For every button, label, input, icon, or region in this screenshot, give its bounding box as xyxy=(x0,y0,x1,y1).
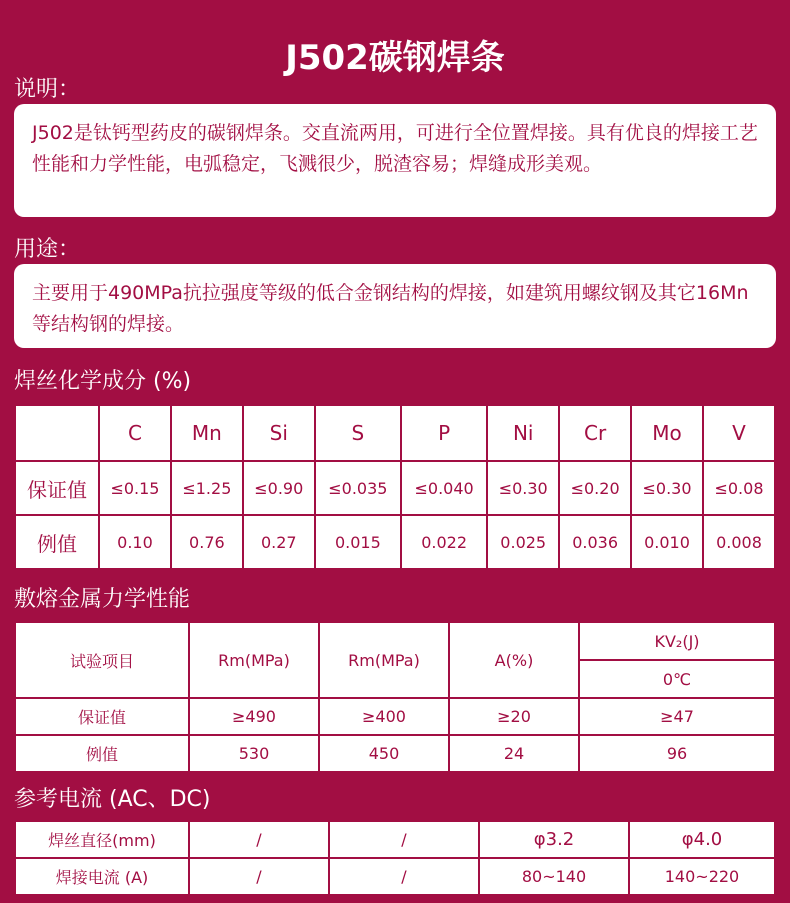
table-cell: ≥20 xyxy=(449,698,579,735)
table-cell: 0.025 xyxy=(487,515,559,569)
table-cell: 0.036 xyxy=(559,515,631,569)
element-header: S xyxy=(315,405,401,461)
table-cell: 0.10 xyxy=(99,515,171,569)
row-label: 保证值 xyxy=(15,698,189,735)
mechanical-header-row xyxy=(15,622,775,660)
chemical-corner-cell xyxy=(15,405,99,461)
header-elongation: A(%) xyxy=(449,622,579,698)
mechanical-label: 敷熔金属力学性能 xyxy=(14,587,191,612)
table-cell: ≤1.25 xyxy=(171,461,243,515)
description-card xyxy=(14,104,776,217)
table-cell: 80~140 xyxy=(479,858,629,895)
table-cell: ≤0.30 xyxy=(631,461,703,515)
table-cell: 140~220 xyxy=(629,858,775,895)
row-label: 焊丝直径(mm) xyxy=(15,821,189,858)
table-cell: / xyxy=(189,858,329,895)
table-cell: 0.76 xyxy=(171,515,243,569)
table-cell: ≥47 xyxy=(579,698,775,735)
table-cell: 530 xyxy=(189,735,319,772)
table-cell: ≤0.040 xyxy=(401,461,487,515)
table-row xyxy=(15,821,775,858)
table-cell: 0.015 xyxy=(315,515,401,569)
table-cell: ≥490 xyxy=(189,698,319,735)
current-label: 参考电流 (AC、DC) xyxy=(14,787,211,812)
table-cell: / xyxy=(329,858,479,895)
element-header: Mo xyxy=(631,405,703,461)
table-cell: 96 xyxy=(579,735,775,772)
table-cell: φ4.0 xyxy=(629,821,775,858)
chemical-table xyxy=(14,404,776,570)
description-label: 说明： xyxy=(14,77,81,102)
table-cell: φ3.2 xyxy=(479,821,629,858)
usage-card xyxy=(14,264,776,348)
table-cell: 0.010 xyxy=(631,515,703,569)
row-label: 保证值 xyxy=(15,461,99,515)
table-row xyxy=(15,461,775,515)
table-cell: 24 xyxy=(449,735,579,772)
table-cell: ≤0.20 xyxy=(559,461,631,515)
header-impact: KV₂(J) xyxy=(579,622,775,660)
table-cell: ≤0.90 xyxy=(243,461,315,515)
table-row xyxy=(15,698,775,735)
table-cell: 450 xyxy=(319,735,449,772)
element-header: Ni xyxy=(487,405,559,461)
header-test-item: 试验项目 xyxy=(15,622,189,698)
element-header: Cr xyxy=(559,405,631,461)
chemical-header-row xyxy=(15,405,775,461)
table-row xyxy=(15,515,775,569)
table-cell: ≤0.15 xyxy=(99,461,171,515)
element-header: V xyxy=(703,405,775,461)
table-cell: 0.022 xyxy=(401,515,487,569)
row-label: 例值 xyxy=(15,515,99,569)
usage-text: 主要用于490MPa抗拉强度等级的低合金钢结构的焊接，如建筑用螺纹钢及其它16Mn等结构钢的焊接。 xyxy=(32,282,749,335)
mechanical-table xyxy=(14,621,776,773)
page-title: J502碳钢焊条 xyxy=(285,38,505,78)
table-row xyxy=(15,735,775,772)
table-cell: ≤0.08 xyxy=(703,461,775,515)
element-header: C xyxy=(99,405,171,461)
current-table xyxy=(14,820,776,896)
usage-label: 用途： xyxy=(14,237,81,262)
element-header: P xyxy=(401,405,487,461)
header-rm2: Rm(MPa) xyxy=(319,622,449,698)
table-cell: / xyxy=(189,821,329,858)
table-cell: 0.008 xyxy=(703,515,775,569)
element-header: Mn xyxy=(171,405,243,461)
table-row xyxy=(15,858,775,895)
table-cell: ≥400 xyxy=(319,698,449,735)
description-text: J502是钛钙型药皮的碳钢焊条。交直流两用，可进行全位置焊接。具有优良的焊接工艺性能和力学性能，电弧稳定，飞溅很少，脱渣容易；焊缝成形美观。 xyxy=(32,122,758,175)
row-label: 焊接电流 (A) xyxy=(15,858,189,895)
chemical-label: 焊丝化学成分 (%) xyxy=(14,369,192,394)
header-impact-temp: 0℃ xyxy=(579,660,775,698)
table-cell: ≤0.30 xyxy=(487,461,559,515)
row-label: 例值 xyxy=(15,735,189,772)
table-cell: / xyxy=(329,821,479,858)
element-header: Si xyxy=(243,405,315,461)
table-cell: ≤0.035 xyxy=(315,461,401,515)
header-rm1: Rm(MPa) xyxy=(189,622,319,698)
table-cell: 0.27 xyxy=(243,515,315,569)
